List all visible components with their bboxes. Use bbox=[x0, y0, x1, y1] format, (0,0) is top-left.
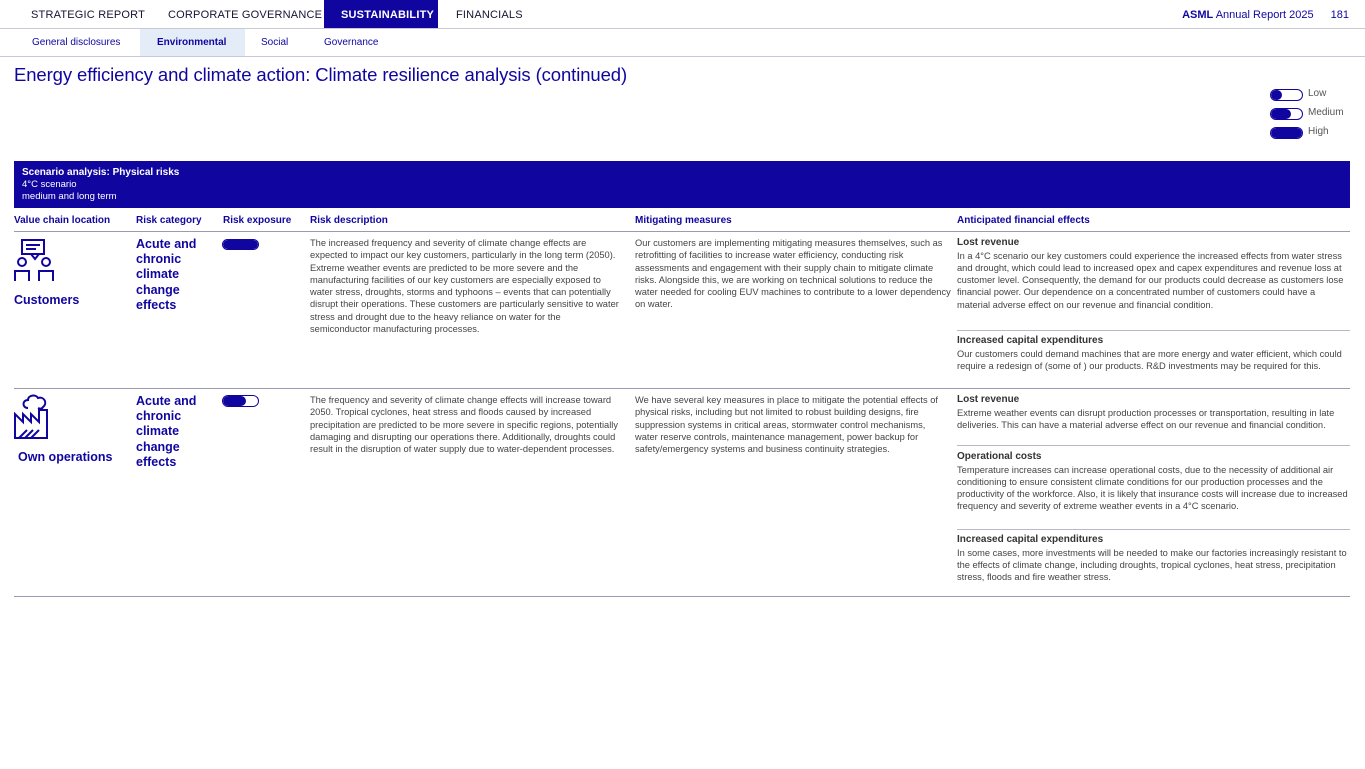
tab-financials[interactable]: FINANCIALS bbox=[456, 9, 523, 21]
effect-title: Increased capital expenditures bbox=[957, 534, 1104, 545]
scenario-banner bbox=[14, 161, 1350, 208]
risk-category: Acute and chronic climate change effects bbox=[136, 237, 197, 312]
legend-label: Low bbox=[1308, 88, 1327, 99]
header-risk-exposure: Risk exposure bbox=[223, 215, 292, 226]
legend-label: Medium bbox=[1308, 107, 1344, 118]
exposure-toggle-icon bbox=[222, 395, 259, 407]
exposure-toggle-icon bbox=[1270, 127, 1303, 139]
risk-description: The frequency and severity of climate change effects will increase toward 2050. Tropical cyclones, heat stress and floods caused by increased precipitation are predicted to be more severe in specific regions, potentially damaging and disrupting our operations there. Additionally, droughts could result in the disruption of water supply due to water-dependent processes. bbox=[310, 395, 618, 455]
header-value-chain-location: Value chain location bbox=[14, 215, 111, 226]
banner-heading: Scenario analysis: Physical risks bbox=[22, 167, 180, 178]
effect-body: Temperature increases can increase operational costs, due to the necessity of additional air conditioning to ensure consistent climate conditions for our production processes and the productivity of the workforce. Also, it is likely that insurance costs will increase due to increased frequency and severity of extreme weather events in a 4°C scenario. bbox=[957, 464, 1348, 512]
legend-label: High bbox=[1308, 126, 1329, 137]
subtab-environmental[interactable]: Environmental bbox=[140, 29, 245, 56]
legend-high bbox=[1270, 126, 1329, 139]
effect-body: In a 4°C scenario our key customers could experience the increased effects from water stress and drought, which could lead to increased opex and capex expenditures and revenue loss at customer level. Consequently, the demand for our products could decrease as customers lose financial power. Our dependence on a concentrated number of customers could have a material adverse effect on our revenue and financial condition. bbox=[957, 250, 1344, 310]
risk-exposure-high bbox=[222, 239, 259, 250]
header-mitigating-measures: Mitigating measures bbox=[635, 215, 732, 226]
page-number: 181 bbox=[1330, 9, 1349, 21]
financial-effect bbox=[957, 394, 1350, 431]
effect-title: Operational costs bbox=[957, 451, 1042, 462]
report-name: Annual Report 2025 bbox=[1215, 9, 1314, 21]
financial-effect bbox=[957, 451, 1350, 513]
banner-term: medium and long term bbox=[22, 191, 117, 202]
financial-effect bbox=[957, 335, 1350, 372]
subtab-social[interactable]: Social bbox=[261, 37, 289, 48]
effect-title: Lost revenue bbox=[957, 394, 1020, 405]
header-risk-description: Risk description bbox=[310, 215, 388, 226]
effect-title: Lost revenue bbox=[957, 237, 1020, 248]
exposure-toggle-icon bbox=[1270, 108, 1303, 120]
header-anticipated-financial-effects: Anticipated financial effects bbox=[957, 215, 1090, 226]
row-divider bbox=[14, 388, 1350, 389]
financial-effect bbox=[957, 237, 1350, 311]
financial-effect bbox=[957, 534, 1350, 583]
location-own-operations: Own operations bbox=[18, 450, 113, 464]
report-brand bbox=[1182, 0, 1349, 28]
customers-icon bbox=[14, 238, 56, 282]
subtab-governance[interactable]: Governance bbox=[324, 37, 379, 48]
tab-corporate-governance[interactable]: CORPORATE GOVERNANCE bbox=[168, 9, 323, 21]
effect-body: Extreme weather events can disrupt production processes or transportation, resulting in late deliveries. This can have a material adverse effect on our revenue and financial condition. bbox=[957, 407, 1335, 430]
effect-body: Our customers could demand machines that are more energy and water efficient, which could require a redesign of (some of ) our products. R&D investments may be required for this. bbox=[957, 348, 1342, 371]
header-divider bbox=[14, 231, 1350, 232]
sub-navigation bbox=[0, 29, 1365, 57]
tab-sustainability[interactable]: SUSTAINABILITY bbox=[324, 0, 438, 28]
page-title: Energy efficiency and climate action: Climate resilience analysis (continued) bbox=[14, 64, 628, 85]
legend-medium bbox=[1270, 107, 1344, 120]
exposure-toggle-icon bbox=[1270, 89, 1303, 101]
top-navigation bbox=[0, 0, 1365, 29]
table-bottom-divider bbox=[14, 596, 1350, 597]
effect-divider bbox=[957, 330, 1350, 331]
brand-name: ASML bbox=[1182, 9, 1214, 21]
tab-strategic-report[interactable]: STRATEGIC REPORT bbox=[31, 9, 146, 21]
mitigating-measures: Our customers are implementing mitigating measures themselves, such as retrofitting of facilities to increase water efficiency, conducting risk assessments and engagement with their supply chain to mitigate climate risks. Alongside this, we are working on technical solutions to reduce the water needed for cooling EUV machines to contribute to a lower dependency on water. bbox=[635, 238, 951, 310]
effect-body: In some cases, more investments will be needed to make our factories increasingly resistant to the effects of climate change, including droughts, tropical cyclones, heat stress, precipitation stress, floods and fire weather stress. bbox=[957, 547, 1347, 583]
risk-exposure-medium bbox=[222, 395, 259, 407]
risk-description: The increased frequency and severity of climate change effects are expected to impact our key customers, particularly in the long term (2050). Extreme weather events are predicted to be more severe and the manufacturing facilities of our key customers are especially exposed to water stress, droughts, storms and typhoons – events that can potentially disrupt their operations. These customers are particularly sensitive to water stress and drought due to the heavy reliance on water for the semiconductor manufacturing processes. bbox=[310, 238, 619, 335]
risk-category: Acute and chronic climate change effects bbox=[136, 394, 197, 469]
effect-divider bbox=[957, 529, 1350, 530]
legend-low bbox=[1270, 88, 1327, 101]
location-customers: Customers bbox=[14, 293, 80, 307]
subtab-general-disclosures[interactable]: General disclosures bbox=[32, 37, 121, 48]
header-risk-category: Risk category bbox=[136, 215, 202, 226]
mitigating-measures: We have several key measures in place to mitigate the potential effects of physical risks, including but not limited to robust building designs, fire suppression systems in critical areas, stormwater control mechanisms, water reserve controls, maintenance management, power backup for safety/emergency systems and business continuity strategies. bbox=[635, 395, 939, 455]
factory-icon bbox=[14, 394, 50, 440]
effect-title: Increased capital expenditures bbox=[957, 335, 1104, 346]
banner-scenario: 4°C scenario bbox=[22, 179, 77, 190]
exposure-toggle-icon bbox=[222, 239, 259, 250]
effect-divider bbox=[957, 445, 1350, 446]
